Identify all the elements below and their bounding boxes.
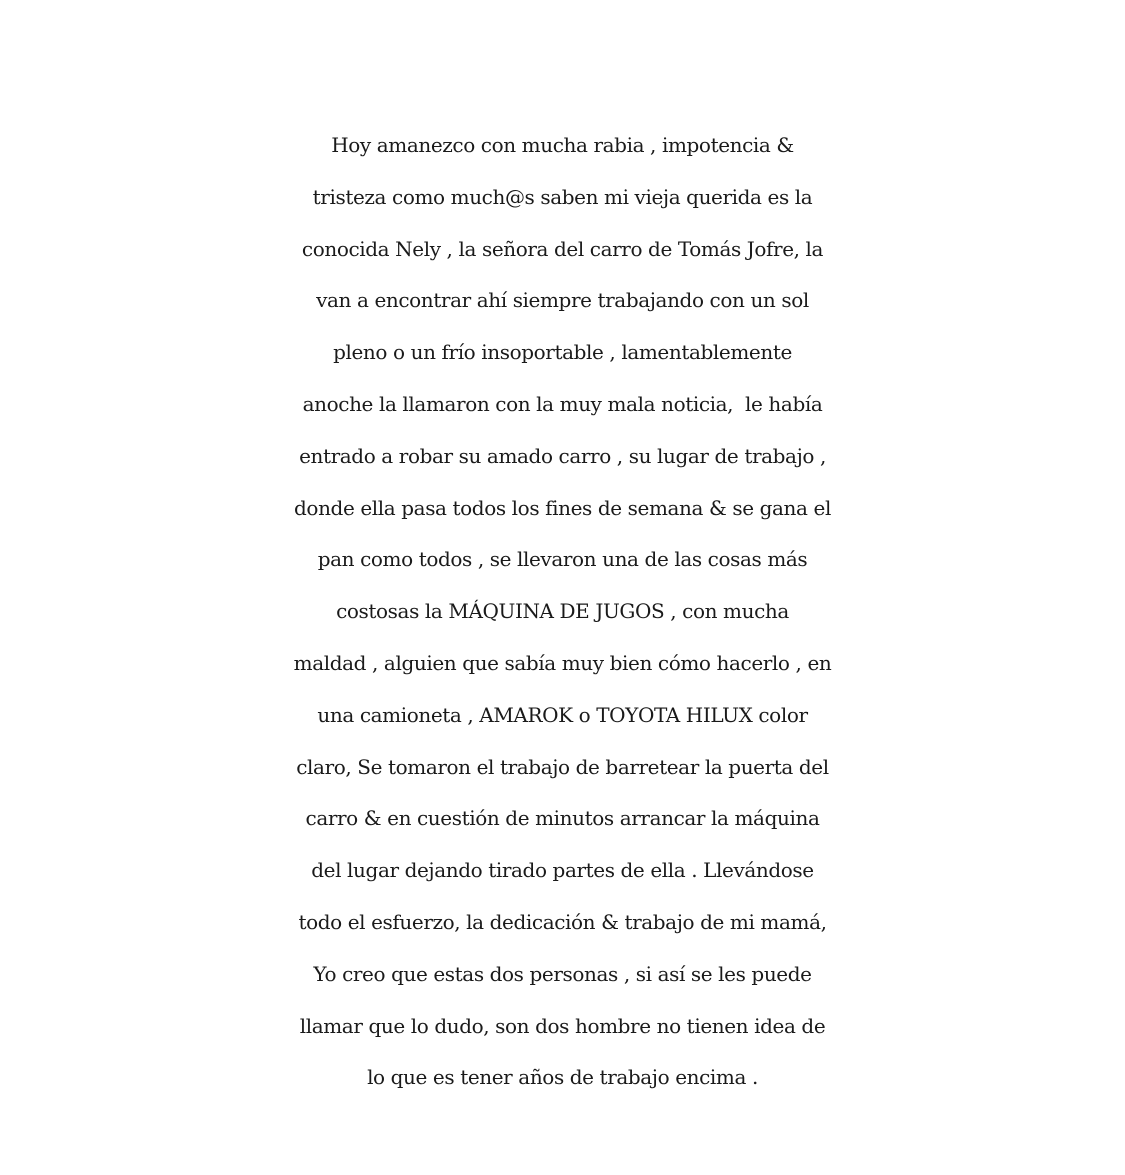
story-line: llamar que lo dudo, son dos hombre no tienen idea de [299, 1013, 826, 1038]
story-line: pan como todos , se llevaron una de las cosas más [317, 547, 808, 572]
story-line: claro, Se tomaron el trabajo de barretear la puerta del [296, 754, 829, 779]
story-line: todo el esfuerzo, la dedicación & trabajo de mi mamá, [298, 909, 827, 934]
story-line: carro & en cuestión de minutos arrancar la máquina [305, 806, 820, 831]
story-text [0, 120, 1125, 1104]
story-line: pleno o un frío insoportable , lamentablemente [333, 340, 792, 365]
story-line: costosas la MÁQUINA DE JUGOS , con mucha [336, 599, 789, 624]
story-line: tristeza como much@s saben mi vieja querida es la [312, 184, 813, 209]
story-line: van a encontrar ahí siempre trabajando con un sol [316, 288, 809, 313]
story-line: una camioneta , AMAROK o TOYOTA HILUX color [317, 702, 808, 727]
story-line: lo que es tener años de trabajo encima . [367, 1065, 758, 1090]
story-line: conocida Nely , la señora del carro de Tomás Jofre, la [301, 236, 824, 261]
story-line: Hoy amanezco con mucha rabia , impotencia & [331, 133, 794, 157]
story-line: del lugar dejando tirado partes de ella . Llevándose [311, 858, 814, 883]
story-line: donde ella pasa todos los fines de semana & se gana el [294, 495, 831, 520]
story-line: maldad , alguien que sabía muy bien cómo hacerlo , en [293, 650, 832, 675]
story-line: entrado a robar su amado carro , su lugar de trabajo , [299, 443, 826, 468]
story-line: Yo creo que estas dos personas , si así se les puede [313, 961, 812, 986]
story-line: anoche la llamaron con la muy mala noticia, le había [302, 391, 823, 416]
